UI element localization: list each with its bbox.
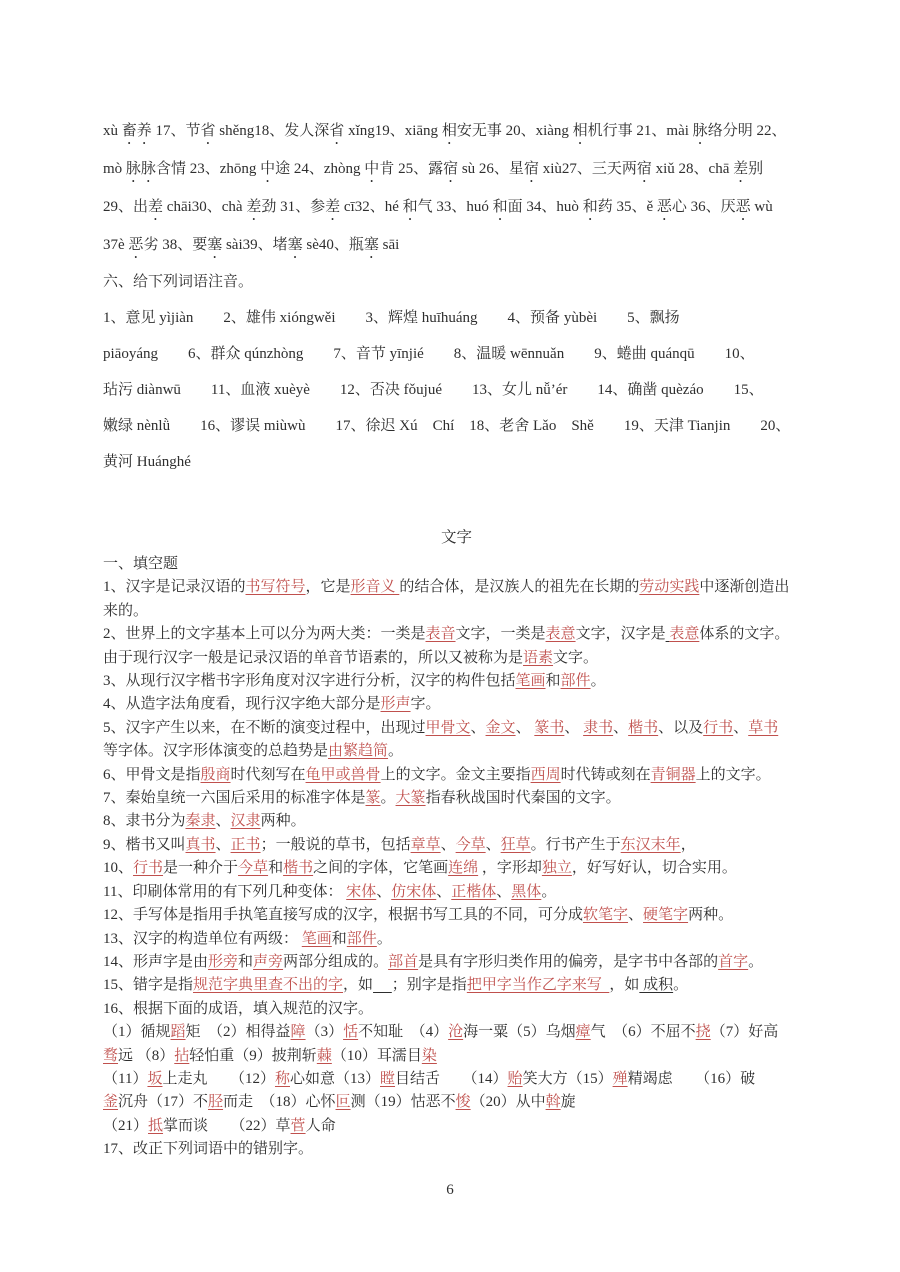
- text-segment: xiǔ 28、chā: [651, 161, 734, 177]
- text-line: [103, 810, 810, 833]
- text-segment: sù 26、星: [458, 161, 524, 177]
- text-segment: 狂草: [500, 836, 531, 853]
- text-segment: 中: [364, 161, 380, 177]
- text-segment: 笔画: [301, 930, 332, 947]
- text-segment: 。行书产生于: [530, 836, 621, 853]
- text-segment: 抵: [148, 1117, 164, 1134]
- text-segment: 宿: [443, 161, 459, 177]
- text-segment: 部件: [346, 930, 377, 947]
- text-segment: 书写符号: [245, 579, 306, 596]
- text-segment: ；一般说的草书，包括: [260, 836, 411, 853]
- text-segment: 16、根据下面的成语，填入规范的汉字。: [103, 1000, 374, 1017]
- text-segment: 金文: [485, 719, 516, 736]
- text-segment: 塞: [287, 237, 303, 253]
- text-segment: 5、汉字产生以来，在不断的演变过程中，出现过: [103, 719, 426, 736]
- text-segment: 。: [541, 883, 557, 900]
- text-segment: 表意: [545, 626, 576, 643]
- text-segment: 笑大方（15）: [522, 1070, 613, 1087]
- text-segment: 含情 23、zhōng: [155, 161, 261, 177]
- text-line: [103, 951, 810, 974]
- text-segment: 气 （6）不屈不: [590, 1024, 696, 1041]
- text-segment: 脉脉: [125, 161, 156, 177]
- text-segment: 省: [200, 123, 216, 139]
- text-segment: ，好写好认，切合实用。: [571, 860, 737, 877]
- text-segment: 表音: [425, 626, 456, 643]
- text-segment: 和: [582, 199, 598, 215]
- text-segment: chāi30、chà: [163, 199, 247, 215]
- text-segment: 矩 （2）相得益: [185, 1024, 291, 1041]
- text-segment: 隶书: [583, 719, 614, 736]
- text-segment: 等字体。汉字形体演变的总趋势是: [103, 743, 329, 760]
- text-segment: 和: [238, 953, 254, 970]
- text-line: [103, 928, 810, 951]
- text-segment: 黑体: [511, 883, 542, 900]
- text-segment: 、: [215, 836, 231, 853]
- text-segment: 今草: [238, 860, 269, 877]
- text-segment: 2、世界上的文字基本上可以分为两大类：一类是: [103, 626, 426, 643]
- zhuyin-list: [103, 300, 810, 480]
- text-segment: 蹈: [170, 1024, 186, 1041]
- text-segment: 10、: [103, 860, 134, 877]
- text-segment: 1、意见 yìjiàn 2、雄伟 xióngwěi 3、辉煌 huīhuáng 4、预备 yùbèi 5、飘扬: [103, 310, 680, 326]
- text-segment: sāi: [378, 237, 400, 253]
- text-segment: 黄河 Huánghé: [103, 454, 191, 470]
- text-segment: 、以及: [658, 719, 704, 736]
- text-segment: 规范字典里查不出的字: [193, 977, 344, 994]
- text-line: [103, 787, 810, 810]
- text-segment: 17、节: [151, 123, 201, 139]
- text-segment: （11）: [103, 1070, 148, 1087]
- text-segment: xǐng19、xiāng: [344, 123, 442, 139]
- fill-in-section: [103, 553, 810, 1162]
- text-line: [103, 372, 810, 408]
- text-segment: 、: [376, 883, 392, 900]
- text-line: [103, 974, 810, 997]
- text-line: [103, 764, 810, 787]
- text-segment: 软笔字: [583, 907, 629, 924]
- text-line: [103, 1021, 810, 1044]
- text-segment: 汉隶: [230, 813, 261, 830]
- text-segment: 之间的字体，它笔画: [313, 860, 449, 877]
- text-line: [103, 881, 810, 904]
- text-segment: 、: [613, 719, 629, 736]
- text-segment: 心 36、厌: [671, 199, 736, 215]
- text-segment: 脉: [692, 123, 708, 139]
- text-segment: 连绵: [448, 860, 479, 877]
- text-line: [103, 834, 810, 857]
- text-segment: 硬笔字: [643, 907, 689, 924]
- text-segment: 、: [733, 719, 749, 736]
- text-segment: 和: [492, 199, 508, 215]
- text-segment: 差: [325, 199, 341, 215]
- text-segment: （20）从中: [470, 1094, 546, 1111]
- text-segment: piāoyáng 6、群众 qúnzhòng 7、音节 yīnjié 8、温暖 wēnnuǎn 9、蜷曲 quánqū 10、: [103, 346, 755, 362]
- text-segment: 东汉末年: [620, 836, 681, 853]
- text-segment: 9、楷书又叫: [103, 836, 186, 853]
- text-line: [103, 112, 810, 150]
- text-segment: 差: [148, 199, 164, 215]
- text-segment: 章草: [410, 836, 441, 853]
- text-segment: 塞: [363, 237, 379, 253]
- text-segment: 轻怕重（9）披荆斩: [189, 1047, 317, 1064]
- text-segment: 和: [268, 860, 284, 877]
- text-segment: sài39、堵: [222, 237, 288, 253]
- text-segment: 恶: [128, 237, 144, 253]
- text-segment: （21）: [103, 1117, 149, 1134]
- text-segment: 悛: [455, 1094, 471, 1111]
- text-segment: 而走 （18）心怀: [223, 1094, 336, 1111]
- text-segment: 13、汉字的构造单位有两级：: [103, 930, 302, 947]
- text-segment: 拈: [174, 1047, 190, 1064]
- text-segment: wù: [750, 199, 773, 215]
- text-segment: 12、手写体是指用手执笔直接写成的汉字，根据书写工具的不同，可分成: [103, 907, 584, 924]
- text-segment: 劲 31、参: [261, 199, 326, 215]
- text-segment: 瘴: [575, 1024, 591, 1041]
- text-line: [103, 647, 810, 670]
- text-line: [103, 576, 810, 599]
- text-segment: 17、改正下列词语中的错别字。: [103, 1141, 314, 1158]
- text-segment: 由繁趋简: [328, 743, 389, 760]
- text-segment: 7、秦始皇统一六国后采用的标准字体是: [103, 790, 366, 807]
- text-segment: 障: [290, 1024, 306, 1041]
- text-segment: 时代铸或刻在: [560, 766, 651, 783]
- text-segment: 、: [215, 813, 231, 830]
- text-line: [103, 444, 810, 480]
- text-line: [103, 600, 810, 623]
- text-segment: 楷书: [283, 860, 314, 877]
- text-segment: 形声: [380, 696, 411, 713]
- text-segment: 37è: [103, 237, 129, 253]
- text-segment: 面 34、huò: [507, 199, 583, 215]
- text-segment: 、: [564, 719, 584, 736]
- text-segment: 宿: [523, 161, 539, 177]
- text-segment: 上走丸 （12）: [162, 1070, 275, 1087]
- text-segment: mò: [103, 161, 126, 177]
- text-segment: 和: [545, 673, 561, 690]
- text-segment: 远 （8）: [118, 1047, 175, 1064]
- text-segment: 29、出: [103, 199, 149, 215]
- text-segment: 来的。: [103, 602, 149, 619]
- text-segment: 沉舟（17）不: [118, 1094, 209, 1111]
- text-segment: 仿宋体: [391, 883, 437, 900]
- text-segment: 贻: [507, 1070, 523, 1087]
- text-segment: 篆: [365, 790, 381, 807]
- text-segment: 笔画: [515, 673, 546, 690]
- text-line: [103, 1115, 810, 1138]
- text-segment: 。: [376, 930, 392, 947]
- text-segment: 今草: [455, 836, 486, 853]
- text-segment: （7）好高: [710, 1024, 779, 1041]
- pinyin-list: [103, 112, 810, 264]
- text-segment: 指春秋战国时代秦国的文字。: [425, 790, 621, 807]
- text-segment: ，如: [609, 977, 640, 994]
- text-line: [103, 226, 810, 264]
- text-segment: 草书: [748, 719, 779, 736]
- text-segment: 形音义: [350, 579, 400, 596]
- text-line: [103, 857, 810, 880]
- text-segment: 部件: [560, 673, 591, 690]
- text-segment: 劳动实践: [639, 579, 700, 596]
- text-line: [103, 336, 810, 372]
- text-segment: （1）循规: [103, 1024, 171, 1041]
- text-segment: 途 24、zhòng: [275, 161, 365, 177]
- text-segment: 斡: [545, 1094, 561, 1111]
- text-line: [103, 1091, 810, 1114]
- text-segment: 、: [515, 719, 535, 736]
- text-segment: 1、汉字是记录汉语的: [103, 579, 246, 596]
- text-segment: 11、印刷体常用的有下列几种变体：: [103, 883, 347, 900]
- text-segment: 、: [470, 719, 486, 736]
- text-segment: 差: [246, 199, 262, 215]
- text-segment: 沧: [448, 1024, 464, 1041]
- text-segment: 西周: [530, 766, 561, 783]
- text-segment: 塞: [207, 237, 223, 253]
- zhuyin-section: [103, 264, 810, 480]
- text-segment: 、: [496, 883, 512, 900]
- text-segment: 上的文字。: [695, 766, 771, 783]
- text-segment: 6、甲骨文是指: [103, 766, 201, 783]
- text-segment: 15、错字是指: [103, 977, 194, 994]
- text-segment: 心如意（13）: [290, 1070, 381, 1087]
- text-segment: 相: [572, 123, 588, 139]
- page-number: 6: [446, 1182, 454, 1198]
- chapter-heading: 文字: [440, 529, 472, 546]
- text-segment: 两种。: [688, 907, 734, 924]
- text-segment: 宋体: [346, 883, 377, 900]
- text-segment: 省: [329, 123, 345, 139]
- text-segment: 两部分组成的。: [283, 953, 389, 970]
- text-segment: 殷商: [200, 766, 231, 783]
- text-segment: 骛: [103, 1047, 119, 1064]
- text-line: [103, 150, 810, 188]
- text-line: [103, 670, 810, 693]
- text-segment: 染: [421, 1047, 437, 1064]
- text-segment: 目结舌 （14）: [395, 1070, 508, 1087]
- text-segment: 。: [590, 673, 606, 690]
- text-segment: 上的文字。金文主要指: [380, 766, 531, 783]
- text-segment: 不知耻 （4）: [358, 1024, 449, 1041]
- text-segment: 楷书: [628, 719, 659, 736]
- text-segment: 药 35、ě: [597, 199, 657, 215]
- text-segment: 秦隶: [185, 813, 216, 830]
- text-segment: 别: [748, 161, 764, 177]
- text-segment: 3、从现行汉字楷书字形角度对汉字进行分析，汉字的构件包括: [103, 673, 516, 690]
- text-segment: 、: [440, 836, 456, 853]
- text-segment: 和: [331, 930, 347, 947]
- text-segment: 青铜器: [650, 766, 696, 783]
- text-line: [103, 693, 810, 716]
- text-segment: 部首: [388, 953, 419, 970]
- text-segment: 把甲字当作乙字来写: [466, 977, 610, 994]
- text-segment: 的结合体，是汉族人的祖先在长期的: [399, 579, 640, 596]
- text-segment: 、: [436, 883, 452, 900]
- text-segment: 是具有字形归类作用的偏旁，是字书中各部的: [418, 953, 719, 970]
- text-segment: 大篆: [395, 790, 426, 807]
- text-segment: （10）耳濡目: [331, 1047, 422, 1064]
- text-segment: 旋: [560, 1094, 576, 1111]
- text-line: [103, 300, 810, 336]
- text-segment: 海一粟（5）乌烟: [463, 1024, 576, 1041]
- text-line: [103, 717, 810, 740]
- text-segment: 络分明 22、: [707, 123, 787, 139]
- text-segment: 恶: [656, 199, 672, 215]
- text-segment: 恬: [343, 1024, 359, 1041]
- text-segment: 叵: [335, 1094, 351, 1111]
- text-segment: 正书: [230, 836, 261, 853]
- zhuyin-section-title: 六、给下列词语注音。: [103, 274, 254, 290]
- text-segment: 甲骨文: [425, 719, 471, 736]
- text-segment: 测（19）怙恶不: [350, 1094, 456, 1111]
- text-segment: 和: [402, 199, 418, 215]
- text-segment: 字。: [410, 696, 441, 713]
- text-segment: cī32、hé: [340, 199, 403, 215]
- text-segment: 恶: [735, 199, 751, 215]
- text-segment: xiù27、三天两: [538, 161, 637, 177]
- text-segment: 声旁: [253, 953, 284, 970]
- text-segment: 文字，汉字是: [575, 626, 666, 643]
- text-segment: 形旁: [208, 953, 239, 970]
- text-segment: 。: [380, 790, 396, 807]
- text-line: [103, 998, 810, 1021]
- text-segment: 差: [733, 161, 749, 177]
- text-segment: 瞠: [380, 1070, 396, 1087]
- text-segment: 殚: [612, 1070, 628, 1087]
- text-line: [103, 1045, 810, 1068]
- text-segment: 时代刻写在: [230, 766, 306, 783]
- text-line: [103, 1068, 810, 1091]
- text-segment: 篆书: [534, 719, 565, 736]
- text-segment: 4、从造字法角度看，现行汉字绝大部分是: [103, 696, 381, 713]
- text-segment: 称: [274, 1070, 290, 1087]
- text-segment: 。: [673, 977, 689, 994]
- text-segment: sè40、瓶: [302, 237, 364, 253]
- text-segment: 行书: [703, 719, 734, 736]
- text-line: [103, 740, 810, 763]
- text-segment: 龟甲或兽骨: [305, 766, 381, 783]
- text-segment: shěng18、发人深: [215, 123, 330, 139]
- text-segment: 、: [628, 907, 644, 924]
- text-segment: ，它是: [305, 579, 351, 596]
- text-segment: 玷污 diànwū 11、血液 xuèyè 12、否决 fǒujué 13、女儿 nǚ’ér 14、确凿 quèzáo 15、: [103, 382, 764, 398]
- text-segment: 相: [441, 123, 457, 139]
- text-segment: 8、隶书分为: [103, 813, 186, 830]
- text-segment: 是一种介于: [163, 860, 239, 877]
- text-segment: 釜: [103, 1094, 119, 1111]
- text-segment: 劣 38、要: [143, 237, 208, 253]
- text-segment: 菅: [290, 1117, 306, 1134]
- text-segment: 由于现行汉字一般是记录汉语的单音节语素的，所以又被称为是: [103, 649, 524, 666]
- text-segment: 。: [748, 953, 764, 970]
- text-segment: 安无事 20、xiàng: [456, 123, 573, 139]
- text-segment: 中逐渐创造出: [699, 579, 790, 596]
- text-segment: 两种。: [260, 813, 306, 830]
- text-segment: 真书: [185, 836, 216, 853]
- text-segment: ；别字是指: [391, 977, 467, 994]
- text-segment: 。: [388, 743, 404, 760]
- text-segment: 坂: [147, 1070, 163, 1087]
- text-segment: 文字，一类是: [455, 626, 546, 643]
- text-segment: ，: [680, 836, 696, 853]
- text-line: [103, 623, 810, 646]
- text-segment: 人命: [305, 1117, 336, 1134]
- text-line: [103, 188, 810, 226]
- text-segment: 挠: [695, 1024, 711, 1041]
- text-segment: [373, 977, 392, 993]
- text-segment: 气 33、huó: [417, 199, 493, 215]
- text-segment: 畜养: [121, 123, 152, 139]
- text-segment: ，如: [343, 977, 374, 994]
- text-segment: 掌而谈 （22）草: [163, 1117, 291, 1134]
- text-segment: 体系的文字。: [699, 626, 790, 643]
- text-segment: 正楷体: [451, 883, 497, 900]
- fill-in-subtitle: 一、填空题: [103, 556, 179, 572]
- text-segment: 宿: [636, 161, 652, 177]
- pinyin-reading-section: [103, 112, 810, 264]
- text-segment: 、: [485, 836, 501, 853]
- text-segment: 嫩绿 nènlǜ 16、谬误 miùwù 17、徐迟 Xú Chí 18、老舍 Lǎo Shě 19、天津 Tianjin 20、: [103, 418, 791, 434]
- fill-list: [103, 576, 810, 1161]
- text-segment: 14、形声字是由: [103, 953, 209, 970]
- text-segment: 肯 25、露: [379, 161, 444, 177]
- text-line: [103, 904, 810, 927]
- text-segment: 中: [260, 161, 276, 177]
- text-segment: 文字。: [553, 649, 599, 666]
- text-line: [103, 408, 810, 444]
- text-segment: 语素: [523, 649, 554, 666]
- text-segment: 机行事 21、mài: [587, 123, 693, 139]
- text-segment: ，字形却: [478, 860, 542, 877]
- text-segment: xù: [103, 123, 122, 139]
- text-segment: 精竭虑 （16）破: [627, 1070, 756, 1087]
- text-segment: 表意: [669, 626, 700, 643]
- text-line: [103, 1138, 810, 1161]
- text-segment: 蕀: [316, 1047, 332, 1064]
- text-segment: 行书: [133, 860, 164, 877]
- text-segment: 首字: [718, 953, 749, 970]
- text-segment: 独立: [541, 860, 572, 877]
- text-segment: （3）: [305, 1024, 344, 1041]
- text-segment: 成积: [639, 977, 674, 994]
- text-segment: 胫: [208, 1094, 224, 1111]
